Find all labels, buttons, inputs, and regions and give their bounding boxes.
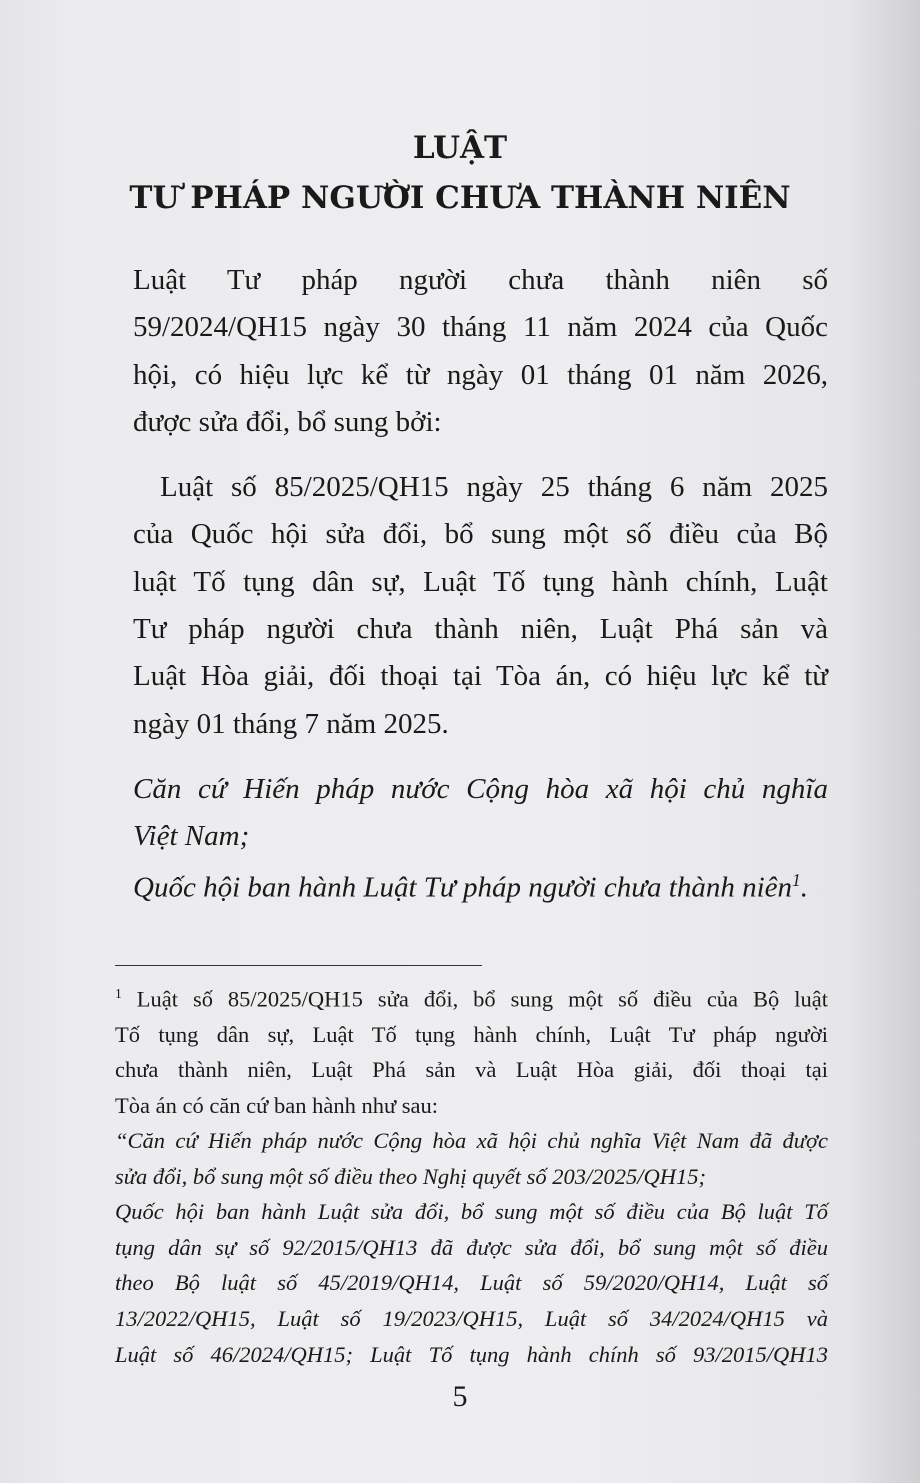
footnote-line: Tố tụng dân sự, Luật Tố tụng hành chính, Luật Tư pháp người <box>115 1021 828 1047</box>
footnote-quote-line: sửa đổi, bổ sung một số điều theo Nghị quyết số 203/2025/QH15; <box>115 1163 706 1189</box>
law-title: TƯ PHÁP NGƯỜI CHƯA THÀNH NIÊN <box>129 180 791 216</box>
text-line: 59/2024/QH15 ngày 30 tháng 11 năm 2024 của Quốc <box>133 311 828 344</box>
footnote-line: chưa thành niên, Luật Phá sản và Luật Hòa giải, đối thoại tại <box>115 1057 828 1082</box>
text-line: Tư pháp người chưa thành niên, Luật Phá sản và <box>133 612 828 645</box>
text-line: Luật Tư pháp người chưa thành niên số <box>133 264 828 296</box>
footnote-quote-line: “Căn cứ Hiến pháp nước Cộng hòa xã hội chủ nghĩa Việt Nam đã được <box>115 1128 828 1153</box>
footnote-quote-line: theo Bộ luật số 45/2019/QH14, Luật số 59/2020/QH14, Luật số <box>115 1270 828 1296</box>
enactment-clause <box>133 870 828 905</box>
enactment-text: Quốc hội ban hành Luật Tư pháp người chưa thành niên <box>133 871 793 904</box>
footnote-reference: 1 <box>792 870 801 890</box>
text-line: được sửa đổi, bổ sung bởi: <box>133 405 442 438</box>
law-heading: LUẬT <box>412 130 508 166</box>
text-line: Luật Hòa giải, đối thoại tại Tòa án, có hiệu lực kể từ <box>133 660 828 693</box>
footnote-line: Tòa án có căn cứ ban hành như sau: <box>115 1092 439 1118</box>
footnote-line <box>115 986 828 1013</box>
text-line: hội, có hiệu lực kể từ ngày 01 tháng 01 năm 2026, <box>133 358 828 391</box>
text-line: Căn cứ Hiến pháp nước Cộng hòa xã hội chủ nghĩa <box>133 773 828 805</box>
text-line: luật Tố tụng dân sự, Luật Tố tụng hành chính, Luật <box>133 565 828 598</box>
text-line: Việt Nam; <box>133 820 250 853</box>
footnote-quote-line: tụng dân sự số 92/2015/QH13 đã được sửa đổi, bổ sung một số điều <box>115 1234 828 1260</box>
page-number: 5 <box>452 1380 468 1413</box>
footnote-quote-line: Quốc hội ban hành Luật sửa đổi, bổ sung một số điều của Bộ luật Tố <box>115 1199 828 1225</box>
text-line: của Quốc hội sửa đổi, bổ sung một số điều của Bộ <box>133 518 828 551</box>
footnote-quote-line: 13/2022/QH15, Luật số 19/2023/QH15, Luật số 34/2024/QH15 và <box>115 1306 828 1331</box>
text-line: Luật số 85/2025/QH15 ngày 25 tháng 6 năm 2025 <box>160 471 828 503</box>
footnote-mark: 1 <box>115 986 122 1001</box>
text-line: ngày 01 tháng 7 năm 2025. <box>133 707 449 740</box>
enactment-period: . <box>800 871 808 904</box>
footnote-quote-line: Luật số 46/2024/QH15; Luật Tố tụng hành chính số 93/2015/QH13 <box>115 1341 828 1367</box>
footnote-divider <box>115 965 482 966</box>
footnote-text: Luật số 85/2025/QH15 sửa đổi, bổ sung một số điều của Bộ luật <box>136 986 828 1012</box>
